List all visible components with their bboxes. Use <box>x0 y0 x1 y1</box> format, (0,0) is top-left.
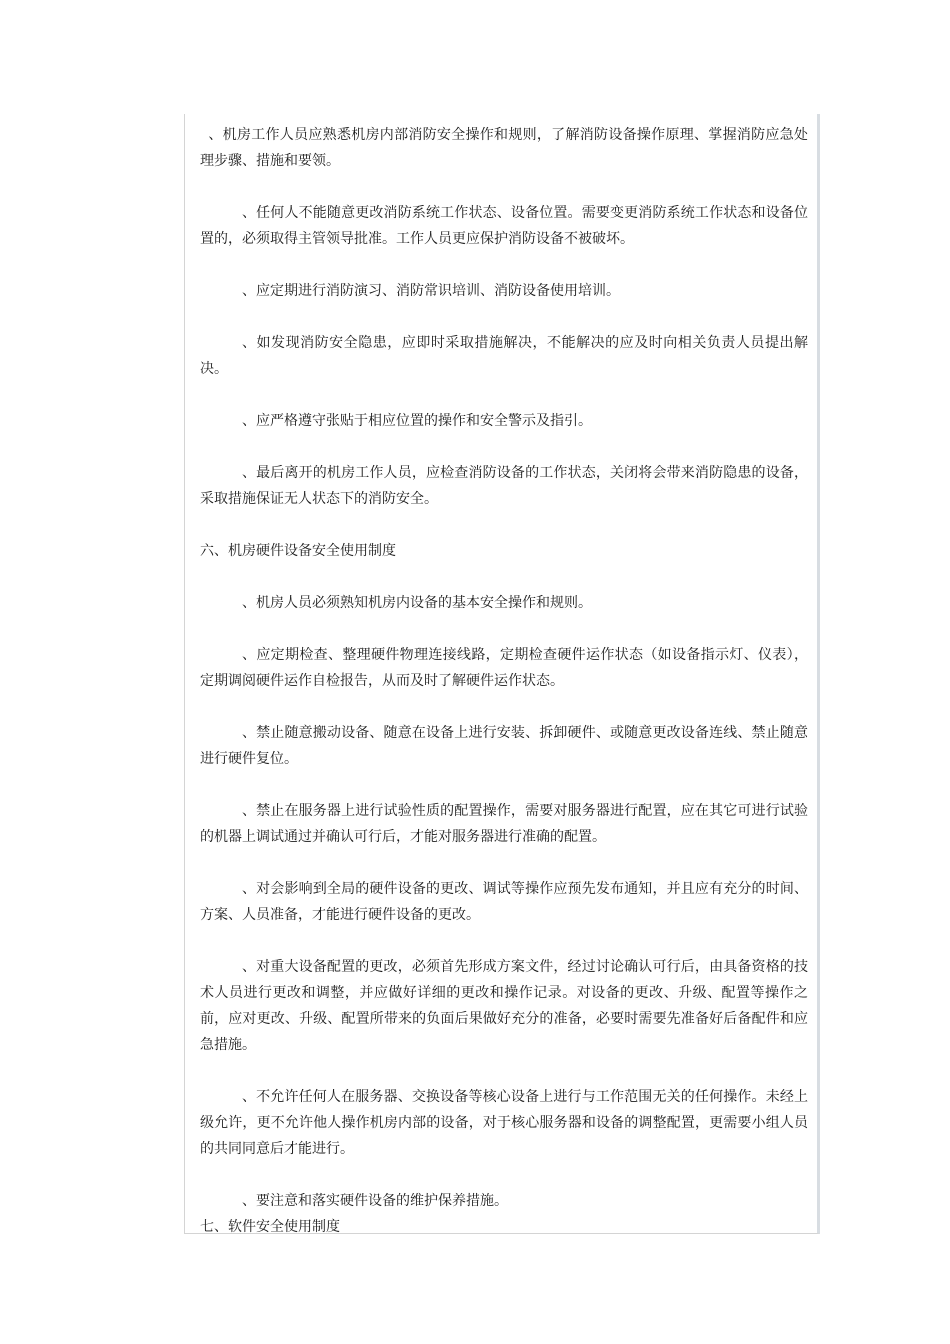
fire-rule-2: 、任何人不能随意更改消防系统工作状态、设备位置。需要变更消防系统工作状态和设备位置的，必须取得主管领导批准。工作人员更应保护消防设备不被破坏。 <box>200 205 808 247</box>
hardware-rule-1: 、机房人员必须熟知机房内设备的基本安全操作和规则。 <box>242 595 592 611</box>
fire-rule-4: 、如发现消防安全隐患，应即时采取措施解决，不能解决的应及时向相关负责人员提出解决。 <box>200 335 808 377</box>
hardware-rule-6: 、对重大设备配置的更改，必须首先形成方案文件，经过讨论确认可行后，由具备资格的技术人员进行更改和调整，并应做好详细的更改和操作记录。对设备的更改、升级、配置等操作之前，应对更改、升级、配置所带来的负面后果做好充分的准备，必要时需要先准备好后备配件和应急措施。 <box>200 959 808 1053</box>
fire-rule-1: 、机房工作人员应熟悉机房内部消防安全操作和规则，了解消防设备操作原理、掌握消防应急处理步骤、措施和要领。 <box>200 127 808 169</box>
document-body <box>200 122 808 1240</box>
hardware-rule-8: 、要注意和落实硬件设备的维护保养措施。 <box>242 1193 508 1209</box>
fire-rule-3: 、应定期进行消防演习、消防常识培训、消防设备使用培训。 <box>242 283 620 299</box>
hardware-rule-3: 、禁止随意搬动设备、随意在设备上进行安装、拆卸硬件、或随意更改设备连线、禁止随意进行硬件复位。 <box>200 725 808 767</box>
fire-rule-6: 、最后离开的机房工作人员，应检查消防设备的工作状态，关闭将会带来消防隐患的设备，采取措施保证无人状态下的消防安全。 <box>200 465 808 507</box>
section-heading-seven: 七、软件安全使用制度 <box>200 1219 340 1235</box>
hardware-rule-4: 、禁止在服务器上进行试验性质的配置操作，需要对服务器进行配置，应在其它可进行试验的机器上调试通过并确认可行后，才能对服务器进行准确的配置。 <box>200 803 808 845</box>
section-heading-six: 六、机房硬件设备安全使用制度 <box>200 543 396 559</box>
fire-rule-5: 、应严格遵守张贴于相应位置的操作和安全警示及指引。 <box>242 413 592 429</box>
hardware-rule-7: 、不允许任何人在服务器、交换设备等核心设备上进行与工作范围无关的任何操作。未经上级允许，更不允许他人操作机房内部的设备，对于核心服务器和设备的调整配置，更需要小组人员的共同同意后才能进行。 <box>200 1089 808 1157</box>
hardware-rule-5: 、对会影响到全局的硬件设备的更改、调试等操作应预先发布通知，并且应有充分的时间、方案、人员准备，才能进行硬件设备的更改。 <box>200 881 808 923</box>
hardware-rule-2: 、应定期检查、整理硬件物理连接线路，定期检查硬件运作状态（如设备指示灯、仪表），定期调阅硬件运作自检报告，从而及时了解硬件运作状态。 <box>200 647 808 689</box>
